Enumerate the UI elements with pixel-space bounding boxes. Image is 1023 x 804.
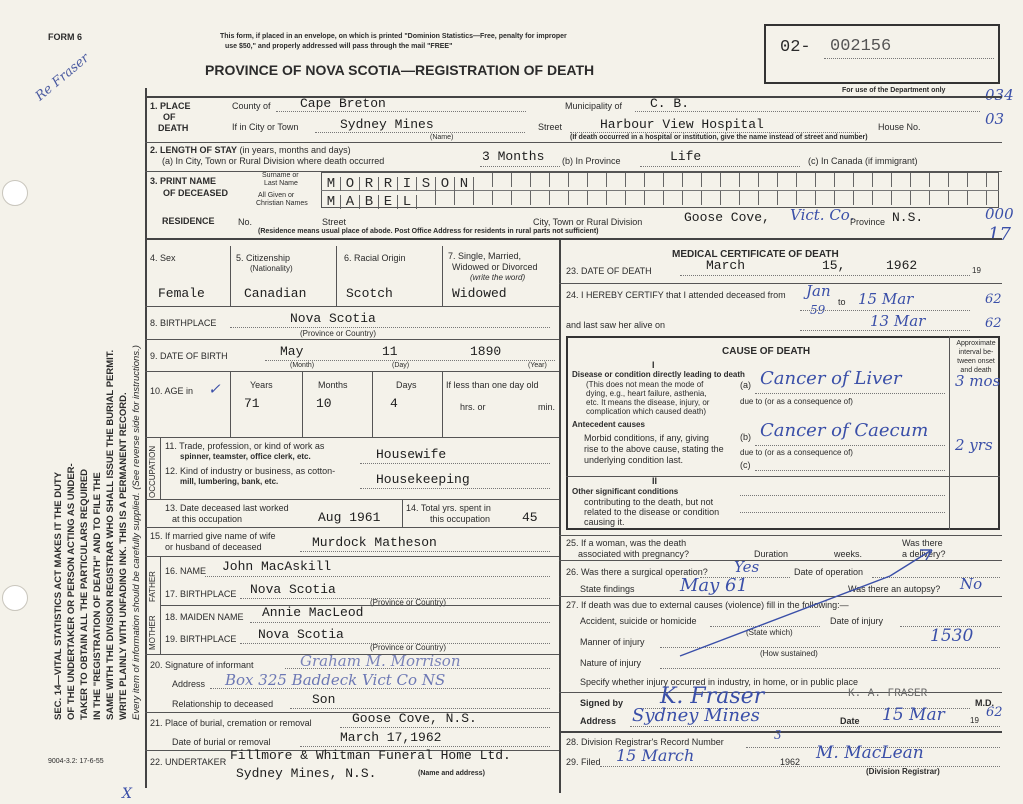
birthplace-label: 8. BIRTHPLACE — [150, 318, 217, 328]
record-number: 3 — [774, 728, 782, 742]
dob-year: 1890 — [470, 344, 502, 359]
interval-header-3: tween onset — [957, 358, 995, 365]
age-months: 10 — [316, 396, 332, 411]
industry-label-2: mill, lumbering, bank, etc. — [180, 477, 279, 486]
father-birthplace-sub: (Province or Country) — [370, 598, 447, 607]
filed-label: 29. Filed — [566, 757, 601, 767]
marital-value: Widowed — [452, 286, 507, 301]
county-label: County of — [232, 101, 271, 111]
father-side-label: FATHER — [148, 571, 157, 602]
stay-canada-label: (c) In Canada (if immigrant) — [808, 156, 918, 166]
dob-year-sub: (Year) — [528, 362, 547, 369]
direct-cause-label: Disease or condition directly leading to death — [572, 370, 745, 379]
months-label: Months — [318, 380, 348, 390]
father-name-value: John MacAskill — [222, 559, 332, 574]
q27-label: 27. If death was due to external causes (violence) fill in the following:— — [566, 600, 849, 610]
last-saw-date: 13 Mar — [870, 312, 926, 330]
death-date-label: 23. DATE OF DEATH — [566, 266, 652, 276]
death-day: 15, — [822, 258, 846, 273]
father-name-label: 16. NAME — [165, 566, 207, 576]
interval-header-2: interval be- — [958, 349, 994, 356]
age-label: 10. AGE in — [150, 386, 194, 396]
residence-no-label: No. — [238, 217, 253, 227]
physician-address-label: Address — [580, 716, 617, 726]
death-registration-form: FORM 6 Re Fraser This form, if placed in an envelope, on which is printed "Dominion Statistics—Free, penalty for improper use $50," and properly addressed will pass through the mail "FREE" PROVINCE OF NOVA SCOTIA—REGISTRATION OF DEATH 02- 002156 For use of the Department only 034 03 000 17 SEC. 14—VITAL STATISTICS ACT MAKES IT THE DUTY OF THE UNDERTAKER OR PERSON ACTING AS UNDER- TAKER TO OBTAIN ALL THE PARTICULARS REQUIRED IN THE "REGISTRATION OF DEATH" AND TO FILE THE SAME WITH THE DIVISION REGISTRAR WHO SHALL ISSUE THE BURIAL PERMIT. WRITE PLAINLY WITH UNFADING INK. THIS IS A PERMANENT RECORD. Every item of information should be carefully supplied. (See reverse side for instructions.) 9004-3.2: 17-6-55 X 1. PLACE OF DEATH County of Cape Breton Municipality of C. B. If in City or Town Sydney Mines (Name) Street Harbour View Hospital House No. (If death occurred in a hospital or institution, give the name instead of street and number) 2. LENGTH OF STAY (in years, months and days) (a) In City, Town or Rural Division where death occurred 3 Months (b) In Province Life (c) In Canada (if immigrant) 3. PRINT NAME OF DECEASED Surname or Last Name All Given or Christian Names M O R R I S O N M A B E L RESIDENCE No. Street City, Town or Rural Division Goose Cove, Vict. Co. Province N.S. (Residence means usual place of abode. Post Office Address for residents in rural parts not sufficient) 4. Sex 5. Citizenship (Nationality) 6. Racial Origin 7. Single, Married, Widowed or Divorced (write the word) Female Canadian Scotch Widowed 8. BIRTHPLACE Nova Scotia (Province or Country) 9. DATE OF BIRTH May 11 1890 (Month) (Day) (Year) 10. AGE in ✓ Years Months Days 71 10 4 If less than one day old hrs. or min. OCCUPATION 11. Trade, profession, or kind of work as spinner, teamster, office clerk, etc. Housewife 12. Kind of industry or business, as cotton- mill, lumbering, bank, etc. Housekeeping 13. Date deceased last worked at this occupation Aug 1961 14. Total yrs. spent in this occupation 45 15. If married give name of wife or husband of deceased Murdock Matheson FATHER MOTHER 16. NAME John MacAskill 17. BIRTHPLACE Nova Scotia (Province or Country) 18. MAIDEN NAME Annie MacLeod 19. BIRTHPLACE Nova Scotia (Province or Country) 20. Signature of informant Graham M. Morrison Address Box 325 Baddeck Vict Co NS Relationship to deceased Son 21. Place of burial, cremation or removal Goose Cove, N.S. Date of burial or removal March 17,1962 22. UNDERTAKER Fillmore & Whitman Funeral Home Ltd. Sydney Mines, N.S. (Name and address) MEDICAL CERTIFICATE OF DEATH 23. DATE OF DEATH March 15, 1962 19 24. I HEREBY CERTIFY that I attended deceased from Jan 59 to 15 Mar 62 and last saw her alive on 13 Mar 62 CAUSE OF DEATH Approximate interval be- tween onset and death I Disease or condition directly leading to death (This does not mean the mode of dying, e.g., heart failure, asthenia, etc. It means the disease, injury, or complication which caused death) (a) Cancer of Liver 3 mos due to (or as a consequence of) Antecedent causes Morbid conditions, if any, giving rise to the above cause, stating the underlying condition last. (b) Cancer of Caecum 2 yrs due to (or as a consequence of) (c) II Other significant conditions contributing to the death, but not related to the disease or condition causing it. 25. If a woman, was the death associated with pregnancy? Duration weeks. Was there a delivery? 26. Was there a surgical operation? Yes Date of operation State findings May 61 Was there an autopsy? No 27. If death was due to external causes (violence) fill in the following:— Accident, suicide or homicide (State which) Date of injury Manner of injury 1530 (How sustained) Nature of injury Specify whether injury occurred in industry, in home, or in public place Signed by K. Fraser K. A. FRASER M.D. Address Sydney Mines Date 15 Mar 19 62 28. Division Registrar's Record Number 3 29. Filed 15 March 1962 M. MacLean (Division Registrar) — [0, 0, 1023, 804]
residence-label: RESIDENCE — [162, 216, 215, 226]
spouse-label-1: 15. If married give name of wife — [150, 531, 276, 541]
stay-province-value: Life — [670, 149, 702, 164]
cause-a-interval: 3 mos — [955, 372, 1001, 390]
time-value: 1530 — [930, 626, 974, 646]
years-spent-value: 45 — [522, 510, 538, 525]
years-label: Years — [250, 380, 273, 390]
under-day-hrs: hrs. or — [460, 402, 486, 412]
age-check: ✓ — [208, 380, 221, 398]
racial-label: 6. Racial Origin — [344, 253, 406, 263]
under-day-min: min. — [538, 402, 556, 412]
marital-label-2: Widowed or Divorced — [452, 262, 538, 272]
attended-to: 15 Mar — [858, 290, 914, 308]
undertaker-label: 22. UNDERTAKER — [150, 757, 227, 767]
antecedent-3: underlying condition last. — [584, 455, 684, 465]
place-label-3: DEATH — [158, 123, 189, 133]
attended-from: Jan — [806, 282, 831, 300]
death-month: March — [706, 258, 746, 273]
antecedent-1: Morbid conditions, if any, giving — [584, 433, 709, 443]
informant-address-label: Address — [172, 679, 206, 689]
other-label-4: causing it. — [584, 517, 625, 527]
municipality-label: Municipality of — [565, 101, 623, 111]
stay-city-label: (a) In City, Town or Rural Division where death occurred — [162, 156, 385, 166]
direct-note-2: dying, e.g., heart failure, asthenia, — [586, 389, 707, 398]
mother-birthplace-value: Nova Scotia — [258, 627, 344, 642]
years-spent-label-2: this occupation — [430, 514, 491, 524]
attended-to-year: 62 — [985, 292, 1002, 307]
mother-side-label: MOTHER — [148, 615, 157, 650]
manner-label: Manner of injury — [580, 637, 645, 647]
surname-value: M O R R I S O N — [322, 173, 987, 192]
section-i: I — [652, 360, 655, 370]
punch-hole-top — [2, 180, 28, 206]
informant-sig-label: 20. Signature of informant — [150, 660, 254, 670]
industry-label-1: 12. Kind of industry or business, as cotton- — [165, 466, 336, 476]
state-findings-label: State findings — [580, 584, 635, 594]
dept-code-4: 17 — [988, 224, 1011, 245]
statute-line-7: Every item of information should be carefully supplied. (See reverse side for instructions.) — [131, 345, 142, 720]
industry-value: Housekeeping — [376, 472, 470, 487]
trade-value: Housewife — [376, 447, 447, 462]
nature-label: Nature of injury — [580, 658, 642, 668]
injury-date-label: Date of injury — [830, 616, 884, 626]
findings-value: May 61 — [680, 575, 748, 596]
relationship-label: Relationship to deceased — [172, 699, 274, 709]
city-label: If in City or Town — [232, 122, 299, 132]
stay-label: 2. LENGTH OF STAY — [150, 145, 238, 155]
birthplace-value: Nova Scotia — [290, 311, 376, 326]
burial-date-label: Date of burial or removal — [172, 737, 271, 747]
racial-value: Scotch — [346, 286, 393, 301]
direct-note-4: complication which caused death) — [586, 407, 707, 416]
cause-b: Cancer of Caecum — [760, 420, 929, 441]
other-label-3: related to the disease or condition — [584, 507, 720, 517]
physician-signature: K. Fraser — [660, 684, 765, 709]
relationship-value: Son — [312, 692, 336, 707]
age-days: 4 — [390, 396, 398, 411]
registration-number: 002156 — [830, 37, 892, 56]
due-to-b: due to (or as a consequence of) — [740, 448, 853, 457]
county-value: Cape Breton — [300, 96, 386, 111]
cause-a: Cancer of Liver — [760, 368, 902, 389]
due-to-a: due to (or as a consequence of) — [740, 397, 853, 406]
postal-note-line-2: use $50," and properly addressed will pass through the mail "FREE" — [225, 43, 453, 50]
trade-label-1: 11. Trade, profession, or kind of work as — [165, 441, 325, 451]
residence-city-label: City, Town or Rural Division — [533, 217, 643, 227]
interval-header — [954, 339, 998, 375]
stay-city-value: 3 Months — [482, 149, 545, 164]
death-date-yr-suffix: 19 — [972, 266, 981, 275]
undertaker-address: Sydney Mines, N.S. — [236, 766, 377, 781]
citizenship-label: 5. Citizenship — [236, 253, 291, 263]
form-title: PROVINCE OF NOVA SCOTIA—REGISTRATION OF DEATH — [205, 62, 595, 78]
autopsy-answer: No — [960, 575, 983, 593]
dob-day: 11 — [382, 344, 398, 359]
antecedent-label: Antecedent causes — [572, 420, 645, 429]
birthplace-sub: (Province or Country) — [300, 329, 377, 338]
spouse-label-2: or husband of deceased — [165, 542, 262, 552]
medical-cert-title: MEDICAL CERTIFICATE OF DEATH — [672, 249, 839, 260]
citizenship-sub: (Nationality) — [250, 264, 293, 273]
antecedent-2: rise to the above cause, stating the — [584, 444, 724, 454]
place-label-1: 1. PLACE — [150, 101, 191, 111]
registration-prefix: 02- — [780, 38, 811, 57]
record-number-label: 28. Division Registrar's Record Number — [566, 737, 724, 747]
how-sustained-sub: (How sustained) — [760, 649, 818, 658]
attended-to-label: to — [838, 297, 846, 307]
dob-month-sub: (Month) — [290, 362, 315, 369]
registrar-signature: M. MacLean — [816, 743, 924, 763]
direct-note-1: (This does not mean the mode of — [586, 380, 704, 389]
q25-label-2: associated with pregnancy? — [578, 549, 690, 559]
street-label: Street — [538, 122, 563, 132]
given-value: M A B E L — [322, 191, 987, 210]
death-year: 1962 — [886, 258, 918, 273]
spouse-value: Murdock Matheson — [312, 535, 437, 550]
residence-province-label: Province — [850, 217, 886, 227]
dob-day-sub: (Day) — [392, 362, 410, 369]
accident-label: Accident, suicide or homicide — [580, 616, 697, 626]
sex-label: 4. Sex — [150, 253, 176, 263]
state-which-sub: (State which) — [746, 628, 793, 637]
physician-stamp: K. A. FRASER — [848, 688, 928, 700]
specify-label: Specify whether injury occurred in industry, in home, or in public place — [580, 677, 858, 687]
cause-title: CAUSE OF DEATH — [722, 346, 811, 357]
stay-province-label: (b) In Province — [562, 156, 621, 166]
autopsy-label: Was there an autopsy? — [848, 584, 941, 594]
last-saw-year: 62 — [985, 316, 1002, 331]
burial-place-value: Goose Cove, N.S. — [352, 711, 477, 726]
undertaker-name: Fillmore & Whitman Funeral Home Ltd. — [230, 748, 511, 763]
last-worked-label-1: 13. Date deceased last worked — [165, 503, 289, 513]
house-number-label: House No. — [878, 122, 921, 132]
statute-line-2: OF THE UNDERTAKER OR PERSON ACTING AS UNDER- — [66, 463, 77, 720]
dept-code-1: 034 — [985, 86, 1014, 104]
street-value: Harbour View Hospital — [600, 117, 764, 132]
hospital-note: (If death occurred in a hospital or institution, give the name instead of street and number) — [570, 134, 868, 141]
under-day-label: If less than one day old — [446, 380, 539, 390]
residence-city-value: Goose Cove, — [684, 210, 770, 225]
physician-address: Sydney Mines — [632, 705, 760, 726]
father-birthplace-label: 17. BIRTHPLACE — [165, 589, 237, 599]
statute-line-6: WRITE PLAINLY WITH UNFADING INK. THIS IS A PERMANENT RECORD. — [118, 392, 129, 720]
statute-line-3: TAKER TO OBTAIN ALL THE PARTICULARS REQUIRED — [79, 468, 90, 720]
age-years: 71 — [244, 396, 260, 411]
statute-line-4: IN THE "REGISTRATION OF DEATH" AND TO FILE THE — [92, 472, 103, 720]
mother-name-label: 18. MAIDEN NAME — [165, 612, 244, 622]
mother-birthplace-label: 19. BIRTHPLACE — [165, 634, 237, 644]
surname-label-1: Surname or — [262, 172, 299, 179]
md-label: M.D. — [975, 698, 994, 708]
physician-date-yr: 19 — [970, 716, 979, 725]
given-label-1: All Given or — [258, 192, 295, 199]
name-label-2: OF DECEASED — [163, 188, 229, 198]
dept-code-3: 000 — [985, 205, 1014, 223]
occupation-side-label: OCCUPATION — [148, 445, 157, 498]
dept-code-2: 03 — [985, 110, 1005, 128]
direct-note-3: etc. It means the disease, injury, or — [586, 398, 710, 407]
last-worked-value: Aug 1961 — [318, 510, 381, 525]
form-number: FORM 6 — [48, 32, 83, 42]
operation-answer: Yes — [734, 558, 760, 576]
margin-note: Re Fraser — [32, 50, 93, 105]
department-use-label: For use of the Department only — [842, 87, 946, 94]
years-spent-label-1: 14. Total yrs. spent in — [406, 503, 491, 513]
duration-label: Duration — [754, 549, 789, 559]
given-label-2: Christian Names — [256, 200, 308, 207]
statute-line-1: SEC. 14—VITAL STATISTICS ACT MAKES IT THE DUTY — [53, 471, 64, 720]
interval-header-4: and death — [960, 367, 992, 374]
name-label-1: 3. PRINT NAME — [150, 176, 217, 186]
undertaker-sub: (Name and address) — [418, 770, 485, 777]
stay-sub: (in years, months and days) — [239, 145, 351, 155]
days-label: Days — [396, 380, 417, 390]
statute-text — [52, 160, 143, 720]
marital-label-1: 7. Single, Married, — [448, 251, 522, 261]
statute-line-5: SAME WITH THE DIVISION REGISTRAR WHO SHALL ISSUE THE BURIAL PERMIT. — [105, 349, 116, 720]
citizenship-value: Canadian — [244, 286, 307, 301]
attended-from-year: 59 — [810, 303, 826, 317]
other-label-1: Other significant conditions — [572, 487, 679, 496]
operation-date-label: Date of operation — [794, 567, 864, 577]
q25-label-1: 25. If a woman, was the death — [566, 538, 687, 548]
certify-label: 24. I HEREBY CERTIFY that I attended deceased from — [566, 290, 786, 300]
interval-header-1: Approximate — [956, 340, 996, 347]
section-ii: II — [652, 476, 658, 486]
pen-strokes — [560, 536, 1000, 696]
form-code: 9004-3.2: 17-6-55 — [48, 758, 104, 765]
weeks-label: weeks. — [834, 549, 863, 559]
last-saw-label: and last saw her alive on — [566, 320, 666, 330]
mother-name-value: Annie MacLeod — [262, 605, 364, 620]
informant-signature: Graham M. Morrison — [300, 652, 461, 670]
other-label-2: contributing to the death, but not — [584, 497, 714, 507]
physician-date: 15 Mar — [882, 705, 945, 725]
q26-label: 26. Was there a surgical operation? — [566, 567, 708, 577]
burial-place-label: 21. Place of burial, cremation or removal — [150, 718, 312, 728]
trade-label-2: spinner, teamster, office clerk, etc. — [180, 452, 311, 461]
residence-county-handwritten: Vict. Co. — [790, 206, 855, 224]
residence-street-label: Street — [322, 217, 347, 227]
father-birthplace-value: Nova Scotia — [250, 582, 336, 597]
punch-hole-bottom — [2, 585, 28, 611]
marital-label-3: (write the word) — [470, 273, 526, 282]
postal-note-line-1: This form, if placed in an envelope, on which is printed "Dominion Statistics—Free, penalty for improper — [220, 33, 567, 40]
place-label-2: OF — [163, 112, 176, 122]
dob-label: 9. DATE OF BIRTH — [150, 351, 228, 361]
registrar-sub: (Division Registrar) — [866, 767, 940, 776]
physician-date-yr-hw: 62 — [986, 705, 1003, 720]
physician-date-label: Date — [840, 716, 860, 726]
informant-address: Box 325 Baddeck Vict Co NS — [225, 671, 446, 689]
bottom-mark: X — [122, 786, 132, 802]
burial-date-value: March 17,1962 — [340, 730, 442, 745]
mother-birthplace-sub: (Province or Country) — [370, 643, 447, 652]
cause-b-interval: 2 yrs — [955, 436, 993, 454]
filed-year: 1962 — [780, 757, 801, 767]
city-value: Sydney Mines — [340, 117, 434, 132]
delivery-label-1: Was there — [902, 538, 943, 548]
municipality-value: C. B. — [650, 96, 690, 111]
residence-note: (Residence means usual place of abode. Post Office Address for residents in rural parts not sufficient) — [258, 228, 599, 235]
filed-date: 15 March — [616, 746, 695, 765]
surname-label-2: Last Name — [264, 180, 298, 187]
city-name-sub: (Name) — [430, 134, 454, 141]
dob-month: May — [280, 344, 304, 359]
residence-province-value: N.S. — [892, 210, 924, 225]
delivery-label-2: a delivery? — [902, 549, 946, 559]
signed-label: Signed by — [580, 698, 624, 708]
sex-value: Female — [158, 286, 205, 301]
last-worked-label-2: at this occupation — [172, 514, 243, 524]
